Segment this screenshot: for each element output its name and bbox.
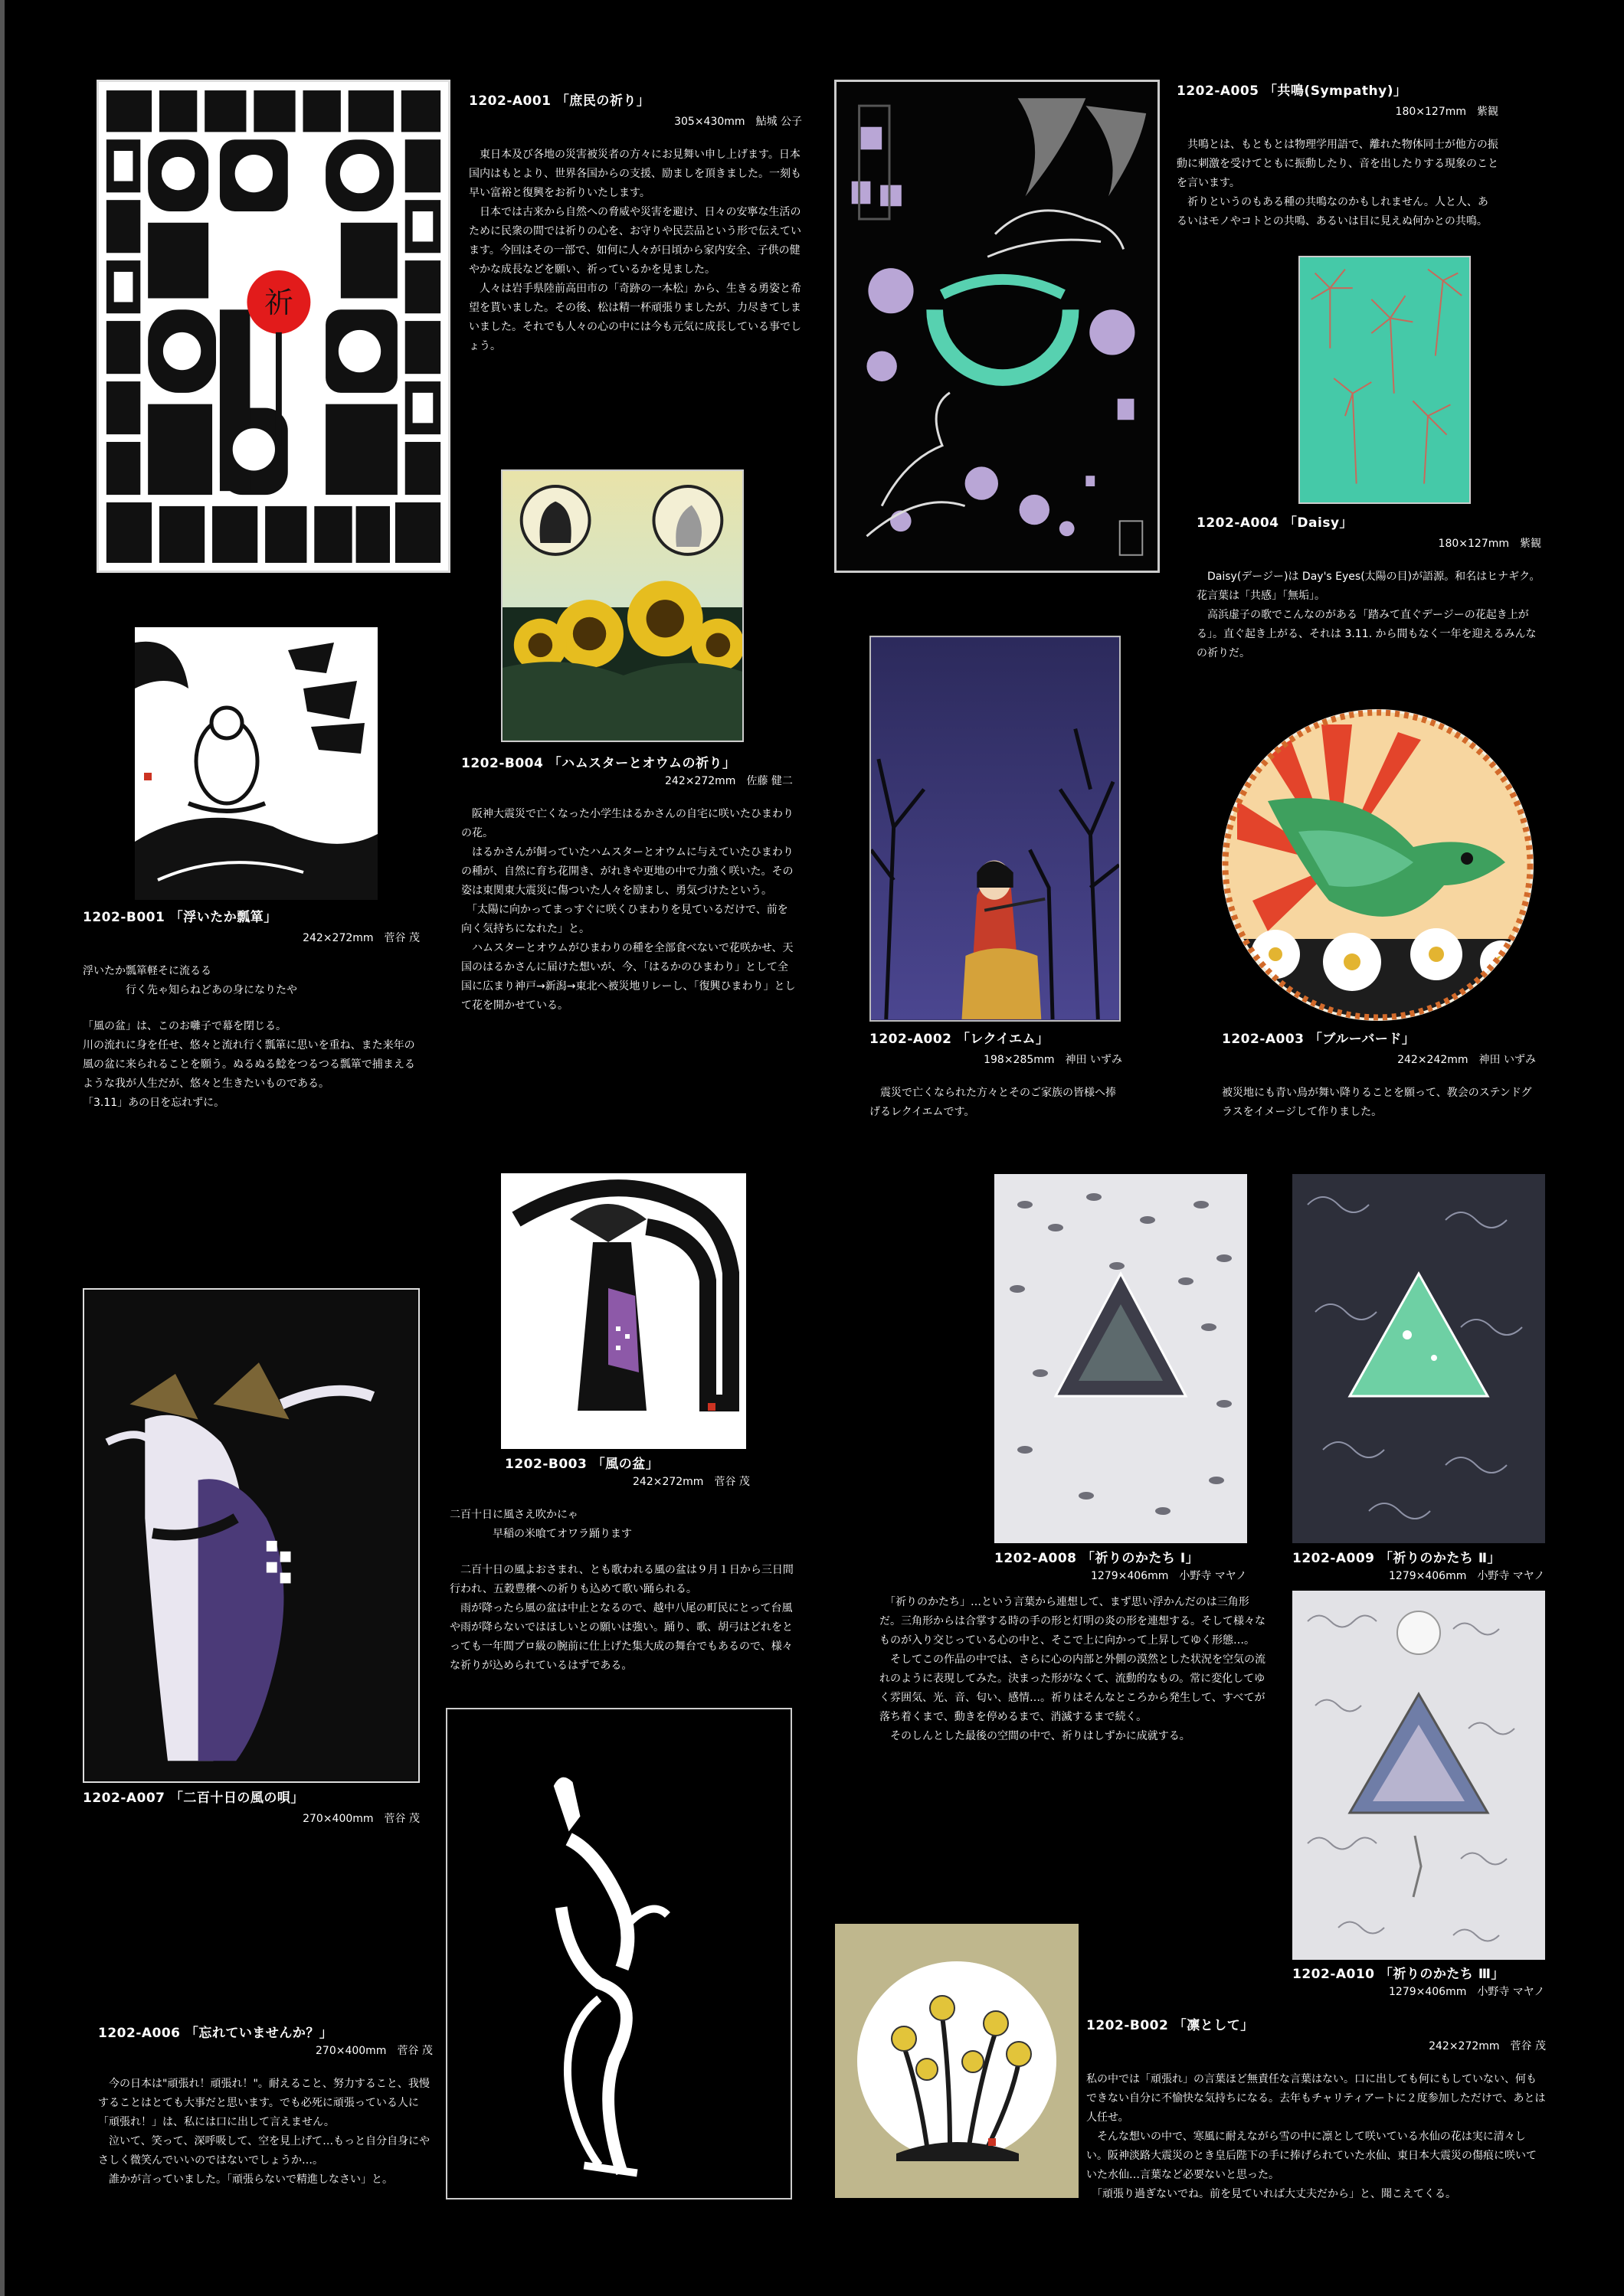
work-meta: 1279×406mm 小野寺 マヤノ	[1091, 1570, 1247, 1582]
work-description: Daisy(デージー)は Day's Eyes(太陽の目)が語源。和名はヒナギク。花言葉は「共感」「無垢」。 高浜虚子の歌でこんなのがある「踏みて直ぐデージーの花起き上がる」。直ぐ起き上がる、それは 3.11. から間もなく一年を迎えるみんなの祈りだ。	[1197, 571, 1541, 659]
work-description: 今の日本は"頑張れ！頑張れ！"。耐えること、努力すること、我慢することはとても大事だと思います。でも必死に頑張っている人に「頑張れ！」は、私には口に出して言えません。 泣いて、笑って、深呼吸して、空を見上げて…もっと自分自身にやさしく微笑んでいいのではないでしょうか…。 誰かが言っていました。「頑張らないで精進しなさい」と。	[98, 2078, 431, 2186]
work-meta: 1279×406mm 小野寺 マヤノ	[1389, 1986, 1545, 1998]
artwork-a008[interactable]	[994, 1174, 1247, 1543]
work-poem: 二百十日に風さえ吹かにゃ 早稲の米喰てオワラ踊ります	[450, 1509, 632, 1540]
work-title: 1202-A007 「二百十日の風の唄」	[83, 1791, 304, 1806]
prayer-shape-2	[1292, 1174, 1545, 1543]
work-title: 1202-A006 「忘れていませんか？」	[98, 2026, 333, 2041]
bluebird-stained-glass	[1222, 709, 1534, 1021]
artwork-a002[interactable]	[869, 636, 1121, 1022]
caption-a009	[1292, 1547, 1557, 1583]
caption-b001	[83, 906, 420, 1113]
work-title: 1202-A001 「庶民の祈り」	[469, 93, 650, 109]
artwork-a005[interactable]	[834, 80, 1160, 573]
work-meta: 1279×406mm 小野寺 マヤノ	[1389, 1570, 1545, 1582]
artwork-a009[interactable]	[1292, 1174, 1545, 1543]
work-title: 1202-A002 「レクイエム」	[869, 1032, 1049, 1047]
sympathy-papercut	[837, 82, 1157, 571]
figure-papercut	[447, 1709, 791, 2198]
artwork-b004[interactable]	[501, 469, 744, 742]
artwork-b001[interactable]	[135, 627, 378, 900]
work-meta: 305×430mm 鮎城 公子	[674, 116, 802, 128]
artwork-a001[interactable]	[97, 80, 450, 573]
caption-b004	[461, 752, 798, 1016]
work-description: 被災地にも青い鳥が舞い降りることを願って、教会のステンドグラスをイメージして作りました。	[1222, 1087, 1532, 1118]
work-meta: 180×127mm 紫観	[1395, 106, 1498, 118]
kaze-no-bon-papercut	[501, 1173, 746, 1449]
work-meta: 270×400mm 菅谷 茂	[303, 1813, 420, 1825]
work-meta: 242×272mm 菅谷 茂	[303, 932, 420, 944]
artwork-a006[interactable]	[446, 1708, 792, 2200]
caption-b002	[1086, 2014, 1546, 2204]
work-title: 1202-B001 「浮いたか瓢箪」	[83, 910, 277, 925]
caption-a005	[1177, 80, 1498, 231]
work-description: 震災で亡くなられた方々とそのご家族の皆様へ捧げるレクイエムです。	[869, 1087, 1116, 1118]
page-edge	[0, 0, 5, 2296]
caption-a007	[83, 1787, 420, 1826]
work-title: 1202-A003 「ブルーバード」	[1222, 1032, 1416, 1047]
sunflowers-papercut	[503, 471, 742, 741]
work-meta: 242×272mm 佐藤 健二	[665, 775, 793, 787]
caption-a010	[1292, 1963, 1557, 1999]
artwork-a004[interactable]	[1298, 256, 1471, 504]
work-title: 1202-B003 「風の盆」	[505, 1457, 660, 1472]
artwork-b003[interactable]	[501, 1173, 746, 1449]
work-meta: 242×272mm 菅谷 茂	[633, 1476, 750, 1488]
work-title: 1202-A010 「祈りのかたち Ⅲ」	[1292, 1967, 1504, 1982]
artwork-b002[interactable]	[835, 1924, 1079, 2198]
artwork-a010[interactable]	[1292, 1591, 1545, 1960]
gourd-rider-papercut	[135, 627, 378, 900]
caption-a008	[994, 1547, 1259, 1583]
work-title: 1202-A008 「祈りのかたち Ⅰ」	[994, 1551, 1200, 1566]
work-meta: 198×285mm 神田 いずみ	[984, 1054, 1122, 1066]
requiem-papercut	[871, 637, 1119, 1020]
artwork-a007[interactable]	[83, 1288, 420, 1783]
work-meta: 242×242mm 神田 いずみ	[1397, 1054, 1536, 1066]
work-title: 1202-A004 「Daisy」	[1197, 515, 1354, 531]
artwork-a003[interactable]	[1222, 709, 1534, 1021]
work-description: 共鳴とは、もともとは物理学用語で、離れた物体同士が他方の振動に刺激を受けてともに振動したり、音を出したりする現象のことを言います。 祈りというのもある種の共鳴なのかもしれません。人と人、あるいはモノやコトとの共鳴、あるいは目に見えぬ何かとの共鳴。	[1177, 139, 1498, 227]
caption-a003	[1222, 1028, 1536, 1122]
work-title: 1202-A009 「祈りのかたち Ⅱ」	[1292, 1551, 1501, 1566]
prayer-shape-1	[994, 1174, 1247, 1543]
work-title: 1202-B002 「凛として」	[1086, 2018, 1254, 2033]
work-meta: 180×127mm 紫観	[1438, 538, 1541, 550]
narcissus-papercut	[835, 1924, 1079, 2198]
work-description: 「祈りのかたち」…という言葉から連想して、まず思い浮かんだのは三角形だ。三角形からは合掌する時の手の形と灯明の炎の形を連想する。そして様々なものが入り交じっている心の中と、そこで上に向かって上昇してゆく形態…。 そしてこの作品の中では、さらに心の内部と外側の漠然とした状況を空気の流れのように表現してみた。決まった形がなくて、流動的なもの。常に変化してゆく雰囲気、光、音、匂い、感情…。祈りはそんなところから発生して、すべてが落ち着くまで、動きを停めるまで、消滅するまで続く。 そのしんとした最後の空間の中で、祈りはしずかに成就する。	[879, 1596, 1265, 1742]
work-meta: 270×400mm 菅谷 茂	[316, 2045, 433, 2057]
work-title: 1202-A005 「共鳴(Sympathy)」	[1177, 83, 1407, 99]
caption-a001	[469, 90, 802, 356]
work-description: 阪神大震災で亡くなった小学生はるかさんの自宅に咲いたひまわりの花。 はるかさんが飼っていたハムスターとオウムに与えていたひまわりの種が、自然に育ち花開き、がれきや更地の中で力強く咲いた。その姿は東関東大震災に傷ついた人々を励まし、勇気づけたという。 「太陽に向かってまっすぐに咲くひまわりを見ているだけで、前を向く気持ちになれた」と。 ハムスターとオウムがひまわりの種を全部食べないで花咲かせ、天国のはるかさんに届けた想いが、今、「はるかのひまわり」として全国に広まり神戸→新潟→東北へ被災地リレーし、「復興ひまわり」として花を開かせている。	[461, 808, 796, 1012]
work-meta: 242×272mm 菅谷 茂	[1429, 2040, 1546, 2052]
work-description: 「風の盆」は、このお囃子で幕を閉じる。 川の流れに身を任せ、悠々と流れ行く瓢箪に思いを重ね、また来年の風の盆に来られることを願う。ぬるぬる鯰をつるつる瓢箪で捕まえるような我が人生だが、悠々と生きたいものである。 「3.11」あの日を忘れずに。	[83, 1020, 415, 1109]
daisy-papercut	[1300, 257, 1469, 502]
caption-a002	[869, 1028, 1122, 1122]
work-description: 二百十日の風よおさまれ、とも歌われる風の盆は９月１日から三日間行われ、五穀豊穣への祈りも込めて歌い踊られる。 雨が降ったら風の盆は中止となるので、越中八尾の町民にとって台風や雨が降らないではほしいとの願いは強い。踊り、歌、胡弓はどれをとっても一年間プロ級の腕前に仕上げた集大成の舞台でもあるので、様々な祈りが込められているはずである。	[450, 1564, 794, 1672]
work-poem: 浮いたか瓢箪軽そに流るる 行く先ゃ知らねどあの身になりたや	[83, 965, 297, 996]
dancers-papercut	[84, 1290, 418, 1781]
prayer-shape-3	[1292, 1591, 1545, 1960]
svg-text:祈: 祈	[264, 286, 293, 320]
caption-b003	[450, 1453, 794, 1676]
caption-a006	[98, 2022, 435, 2190]
work-description: 私の中では「頑張れ」の言葉ほど無責任な言葉はない。口に出しても何にもしていない、何もできない自分に不愉快な気持ちになる。去年もチャリティアートに２度参加しただけで、あとは人任せ。 そんな想いの中で、寒風に耐えながら雪の中に凛として咲いている水仙の花は実に清々しい。阪神淡路大震災のとき皇后陛下の手に捧げられていた水仙、東日本大震災の傷痕に咲いていた水仙…言葉など必要ないと思った。 「頑張り過ぎないでね。前を見ていれば大丈夫だから」と、聞こえてくる。	[1086, 2073, 1546, 2200]
work-title: 1202-B004 「ハムスターとオウムの祈り」	[461, 756, 736, 771]
caption-a004	[1197, 512, 1541, 663]
description-prayer-shapes	[879, 1593, 1270, 1746]
folk-charms-papercut	[99, 82, 448, 571]
work-description: 東日本及び各地の災害被災者の方々にお見舞い申し上げます。日本国内はもとより、世界各国からの支援、励ましを頂きました。一刻も早い富裕と復興をお祈りいたします。 日本では古来から自然への脅威や災害を避け、日々の安寧な生活のために民衆の間では祈りの心を、お守りや民芸品という形で伝えています。今回はその一部で、如何に人々が日頃から家内安全、子供の健やかな成長などを願い、祈っているかを見ました。 人々は岩手県陸前高田市の「奇跡の一本松」から、生きる勇姿と希望を貰いました。その後、松は精一杯頑張りましたが、力尽きてしまいました。それでも人々の心の中には今も元気に成長している事でしょう。	[469, 149, 801, 352]
